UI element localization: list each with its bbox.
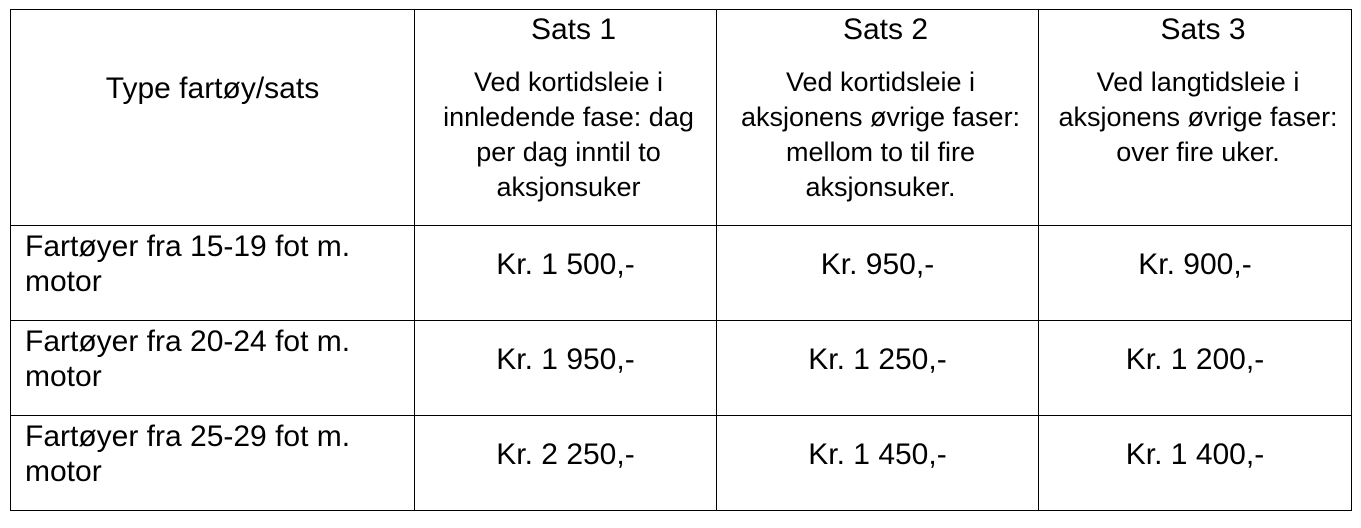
rate-title: Sats 1 xyxy=(530,13,617,46)
vessel-type-cell: Fartøyer fra 25-29 fot m. motor xyxy=(11,416,415,511)
vessel-type-cell: Fartøyer fra 20-24 fot m. motor xyxy=(11,321,415,416)
table-row xyxy=(11,321,1352,416)
rate-description: Ved langtidsleie i aksjonens øvrige faser: over fire uker. xyxy=(1058,67,1338,167)
rate-header-cell-1 xyxy=(415,10,717,226)
price-cell: Kr. 1 250,- xyxy=(717,321,1039,416)
rate-description: Ved kortidsleie i innledende fase: dag per dag inntil to aksjonsuker xyxy=(443,67,694,202)
price-cell: Kr. 950,- xyxy=(717,226,1039,321)
table-row xyxy=(11,416,1352,511)
type-header-label: Type fartøy/sats xyxy=(105,71,320,105)
type-header-cell xyxy=(11,10,415,226)
price-cell: Kr. 1 500,- xyxy=(415,226,717,321)
header-row xyxy=(11,10,1352,226)
price-cell: Kr. 1 950,- xyxy=(415,321,717,416)
rate-title: Sats 3 xyxy=(1160,13,1246,46)
rate-description: Ved kortidsleie i aksjonens øvrige faser: mellom to til fire aksjonsuker. xyxy=(740,67,1021,202)
price-cell: Kr. 900,- xyxy=(1039,226,1352,321)
rate-header-cell-2 xyxy=(717,10,1039,226)
price-cell: Kr. 1 400,- xyxy=(1039,416,1352,511)
rates-table xyxy=(10,9,1352,511)
price-cell: Kr. 2 250,- xyxy=(415,416,717,511)
price-cell: Kr. 1 200,- xyxy=(1039,321,1352,416)
vessel-type-cell: Fartøyer fra 15-19 fot m. motor xyxy=(11,226,415,321)
rate-header-cell-3 xyxy=(1039,10,1352,226)
table-row xyxy=(11,226,1352,321)
rate-title: Sats 2 xyxy=(842,13,929,46)
price-cell: Kr. 1 450,- xyxy=(717,416,1039,511)
